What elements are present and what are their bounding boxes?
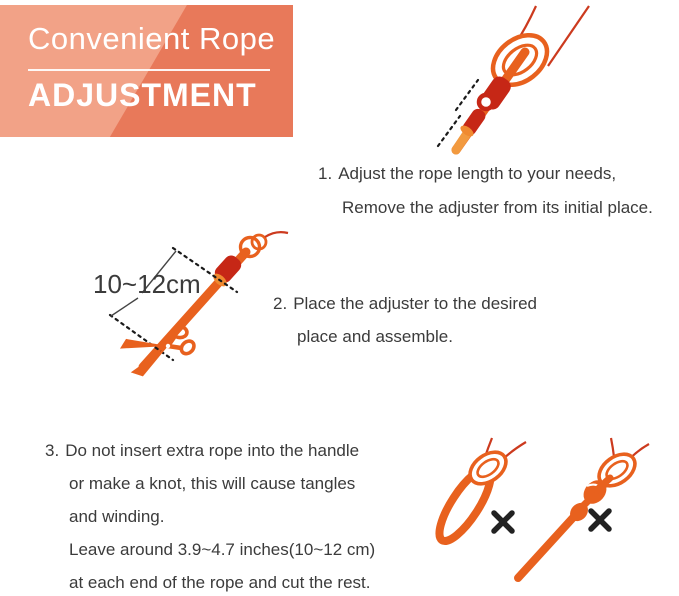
measure-label: 10~12cm	[93, 269, 201, 299]
rope-adjuster-slide-illustration	[430, 0, 679, 160]
step-3-text-5: at each end of the rope and cut the rest.	[69, 573, 371, 592]
step-2-instructions	[273, 287, 537, 353]
dont-loop-figure	[431, 438, 526, 548]
step-3-text-2: or make a knot, this will cause tangles	[69, 474, 356, 493]
step-1-text-2: Remove the adjuster from its initial place.	[342, 198, 653, 217]
step-3-number: 3.	[45, 441, 60, 460]
step-1-text-1: Adjust the rope length to your needs,	[338, 164, 617, 183]
step-2-text-1: Place the adjuster to the desired	[293, 294, 538, 313]
step-2-line-1	[273, 287, 537, 320]
adjuster	[459, 73, 514, 138]
step-2-number: 2.	[273, 294, 288, 313]
step-1-number: 1.	[318, 164, 333, 183]
step-3-text-4: Leave around 3.9~4.7 inches(10~12 cm)	[69, 540, 376, 559]
step-3-instructions	[45, 434, 375, 596]
step-3-text-3: and winding.	[69, 507, 165, 526]
step-2-text-2: place and assemble.	[297, 327, 453, 346]
step-1-line-1	[318, 157, 653, 191]
dont-do-illustrations	[425, 432, 679, 590]
step-1-instructions	[318, 157, 653, 225]
banner	[0, 5, 293, 137]
step-3-line-1	[45, 434, 375, 467]
x-mark-icon	[591, 511, 609, 529]
banner-subtitle: ADJUSTMENT	[28, 77, 257, 113]
banner-title: Convenient Rope	[28, 21, 276, 56]
step-3-text-1: Do not insert extra rope into the handle	[65, 441, 360, 460]
banner-divider	[28, 69, 270, 71]
x-mark-icon	[494, 513, 512, 531]
dont-knot-figure	[518, 438, 649, 578]
